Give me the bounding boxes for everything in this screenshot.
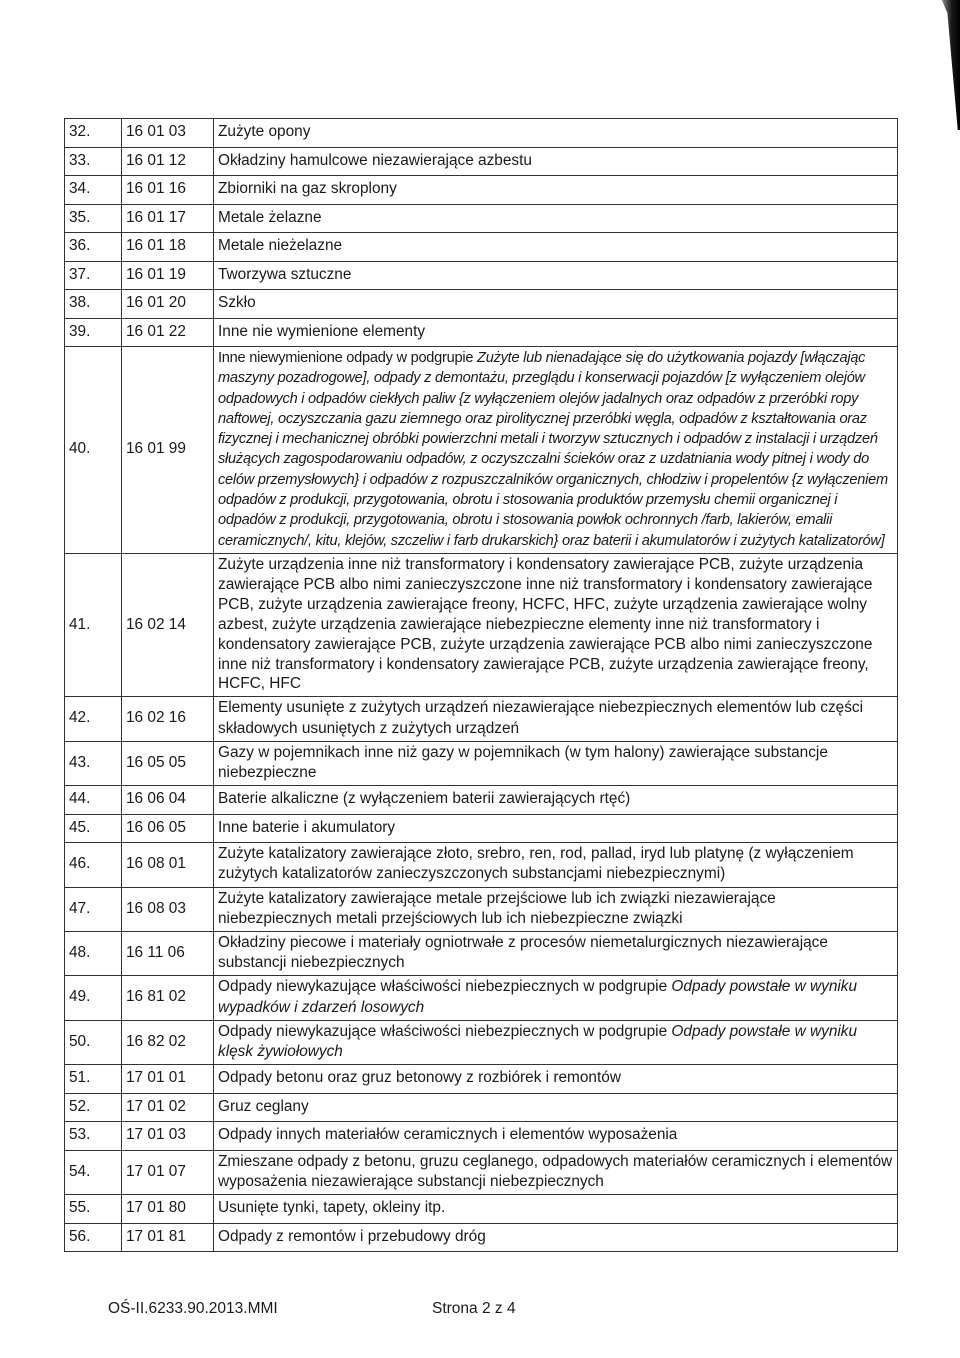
waste-description	[214, 976, 898, 1020]
row-number: 45.	[65, 814, 122, 843]
waste-description: Zużyte katalizatory zawierające metale przejściowe lub ich związki niezawierające niebezpiecznych metali przejściowych lub ich niebezpieczne związki	[214, 887, 898, 931]
waste-description: Zbiorniki na gaz skroplony	[214, 176, 898, 205]
table-row	[65, 814, 898, 843]
table-row	[65, 261, 898, 290]
table-row	[65, 1093, 898, 1122]
waste-code: 16 01 19	[122, 261, 214, 290]
table-row	[65, 786, 898, 815]
row-number: 48.	[65, 931, 122, 975]
waste-description: Baterie alkaliczne (z wyłączeniem baterii zawierających rtęć)	[214, 786, 898, 815]
table-row	[65, 290, 898, 319]
waste-code: 17 01 07	[122, 1150, 214, 1194]
table-row	[65, 204, 898, 233]
row-number: 42.	[65, 697, 122, 741]
waste-code: 16 01 12	[122, 147, 214, 176]
row-number: 53.	[65, 1122, 122, 1151]
description-prefix: Odpady niewykazujące właściwości niebezpiecznych w podgrupie	[218, 978, 672, 996]
waste-description: Okładziny hamulcowe niezawierające azbestu	[214, 147, 898, 176]
row-number: 46.	[65, 843, 122, 887]
row-number: 37.	[65, 261, 122, 290]
table-row	[65, 931, 898, 975]
table-row	[65, 1065, 898, 1094]
table-row	[65, 1150, 898, 1194]
waste-description: Gruz ceglany	[214, 1093, 898, 1122]
waste-description: Metale nieżelazne	[214, 233, 898, 262]
waste-code: 17 01 02	[122, 1093, 214, 1122]
waste-description	[214, 1020, 898, 1064]
table-row	[65, 1122, 898, 1151]
waste-description: Inne nie wymienione elementy	[214, 318, 898, 347]
description-italic: Zużyte lub nienadające się do użytkowania pojazdy [włączając maszyny pozadrogowe], odpady z demontażu, przeglądu i konserwacji pojazdów [z wyłączeniem olejów odpadowych i odpadów ciekłych paliw {z wyłączeniem olejów jadalnych oraz odpadów z przeróbki ropy naftowej, oczyszczania gazu ziemnego oraz pirolitycznej przeróbki węgla, odpadów z kształtowania oraz fizycznej i mechanicznej obróbki powierzchni metali i tworzyw sztucznych i odpadów z instalacji i urządzeń służących zagospodarowaniu odpadów, z oczyszczalni ścieków oraz z uzdatniania wody pitnej i wody do celów przemysłowych} i odpadów z rozpuszczalników organicznych, chłodziw i propelentów {z wyłączeniem odpadów z produkcji, przygotowania, obrotu i stosowania produktów przemysłu chemii organicznej i odpadów z produkcji, przygotowania, obrotu i stosowania powłok ochronnych /farb, lakierów, emalii ceramicznych/, kitu, klejów, szczeliw i farb drukarskich} oraz baterii i akumulatorów i zużytych katalizatorów]	[218, 350, 888, 549]
waste-code: 16 02 16	[122, 697, 214, 741]
waste-code: 16 06 04	[122, 786, 214, 815]
waste-code: 17 01 80	[122, 1195, 214, 1224]
description-italic: Odpady powstałe w wyniku wypadków i zdarzeń losowych	[218, 978, 858, 1016]
waste-description: Odpady innych materiałów ceramicznych i elementów wyposażenia	[214, 1122, 898, 1151]
row-number: 43.	[65, 741, 122, 785]
waste-description: Zużyte katalizatory zawierające złoto, srebro, ren, rod, pallad, iryd lub platynę (z wyłączeniem zużytych katalizatorów zanieczyszczonych substancjami niebezpiecznymi)	[214, 843, 898, 887]
row-number: 54.	[65, 1150, 122, 1194]
waste-description: Zmieszane odpady z betonu, gruzu ceglanego, odpadowych materiałów ceramicznych i elementów wyposażenia niezawierające substancji niebezpiecznych	[214, 1150, 898, 1194]
table-row	[65, 1223, 898, 1252]
waste-code: 16 08 03	[122, 887, 214, 931]
table-row	[65, 553, 898, 696]
page-number: Strona 2 z 4	[432, 1300, 516, 1317]
row-number: 36.	[65, 233, 122, 262]
row-number: 55.	[65, 1195, 122, 1224]
waste-code: 17 01 01	[122, 1065, 214, 1094]
waste-description: Odpady betonu oraz gruz betonowy z rozbiórek i remontów	[214, 1065, 898, 1094]
row-number: 56.	[65, 1223, 122, 1252]
waste-description: Okładziny piecowe i materiały ogniotrwałe z procesów niemetalurgicznych niezawierające substancji niebezpiecznych	[214, 931, 898, 975]
waste-description: Elementy usunięte z zużytych urządzeń niezawierające niebezpiecznych elementów lub części składowych usuniętych z zużytych urządzeń	[214, 697, 898, 741]
row-number: 50.	[65, 1020, 122, 1064]
waste-code: 16 01 03	[122, 119, 214, 148]
row-number: 35.	[65, 204, 122, 233]
waste-code: 16 01 17	[122, 204, 214, 233]
waste-code: 17 01 03	[122, 1122, 214, 1151]
table-row	[65, 233, 898, 262]
table-row	[65, 887, 898, 931]
row-number: 51.	[65, 1065, 122, 1094]
row-number: 47.	[65, 887, 122, 931]
waste-code: 16 01 18	[122, 233, 214, 262]
waste-description	[214, 347, 898, 554]
waste-description: Metale żelazne	[214, 204, 898, 233]
document-reference: OŚ-II.6233.90.2013.MMI	[108, 1300, 278, 1317]
row-number: 49.	[65, 976, 122, 1020]
waste-description: Gazy w pojemnikach inne niż gazy w pojemnikach (w tym halony) zawierające substancje niebezpieczne	[214, 741, 898, 785]
waste-codes-table	[64, 118, 898, 1252]
table-row	[65, 843, 898, 887]
waste-code: 16 81 02	[122, 976, 214, 1020]
row-number: 32.	[65, 119, 122, 148]
waste-code: 16 02 14	[122, 553, 214, 696]
table-row	[65, 119, 898, 148]
waste-description: Odpady z remontów i przebudowy dróg	[214, 1223, 898, 1252]
waste-description: Zużyte urządzenia inne niż transformatory i kondensatory zawierające PCB, zużyte urządzenia zawierające PCB albo nimi zanieczyszczone inne niż transformatory i kondensatory zawierające PCB, zużyte urządzenia zawierające freony, HCFC, HFC, zużyte urządzenia zawierające wolny azbest, zużyte urządzenia zawierające niebezpieczne elementy inne niż transformatory i kondensatory zawierające PCB, zużyte urządzenia zawierające PCB albo nimi zanieczyszczone inne niż transformatory i kondensatory zawierające PCB, zużyte urządzenia zawierające freony, HCFC, HFC	[214, 553, 898, 696]
waste-description: Usunięte tynki, tapety, okleiny itp.	[214, 1195, 898, 1224]
description-prefix: Odpady niewykazujące właściwości niebezpiecznych w podgrupie	[218, 1022, 672, 1040]
description-prefix: Inne niewymienione odpady w podgrupie	[218, 350, 478, 366]
table-row	[65, 318, 898, 347]
waste-code: 16 08 01	[122, 843, 214, 887]
table-row	[65, 347, 898, 554]
table-row	[65, 147, 898, 176]
row-number: 52.	[65, 1093, 122, 1122]
row-number: 38.	[65, 290, 122, 319]
row-number: 44.	[65, 786, 122, 815]
waste-code: 16 01 16	[122, 176, 214, 205]
waste-code: 16 01 99	[122, 347, 214, 554]
waste-code: 16 06 05	[122, 814, 214, 843]
waste-code: 16 11 06	[122, 931, 214, 975]
row-number: 39.	[65, 318, 122, 347]
table-row	[65, 697, 898, 741]
table-row	[65, 741, 898, 785]
waste-description: Zużyte opony	[214, 119, 898, 148]
scan-corner-shadow	[932, 0, 960, 130]
waste-code: 16 05 05	[122, 741, 214, 785]
waste-description: Szkło	[214, 290, 898, 319]
table-row	[65, 1020, 898, 1064]
waste-code: 16 82 02	[122, 1020, 214, 1064]
waste-code: 16 01 20	[122, 290, 214, 319]
row-number: 34.	[65, 176, 122, 205]
waste-description: Inne baterie i akumulatory	[214, 814, 898, 843]
waste-description: Tworzywa sztuczne	[214, 261, 898, 290]
waste-code: 16 01 22	[122, 318, 214, 347]
table-row	[65, 1195, 898, 1224]
table-row	[65, 976, 898, 1020]
table-row	[65, 176, 898, 205]
row-number: 41.	[65, 553, 122, 696]
row-number: 33.	[65, 147, 122, 176]
waste-code: 17 01 81	[122, 1223, 214, 1252]
row-number: 40.	[65, 347, 122, 554]
description-italic: Odpady powstałe w wyniku klęsk żywiołowych	[218, 1022, 858, 1060]
